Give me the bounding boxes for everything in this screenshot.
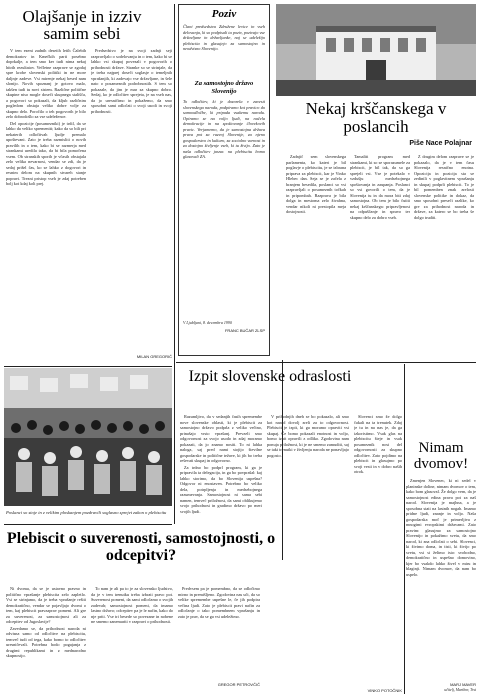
poziv-subtitle: Za samostojno državo Slovenijo	[194, 80, 254, 95]
plebiscit-paragraph-2: Zavedamo se, da prihodnost naroda ni odvisna samo od odločitve na plebiscitu, temveč tudi od tega, kako bomo to odločitev uresničevali. Potrebna bodo pogajanja z drugimi republikami in z mednarodno skupnostjo.	[6, 625, 86, 658]
nimam-author: MARJ MAVER	[450, 682, 476, 687]
olajsanje-paragraph-2: Del opozicije (posamezniki) je trdil, da se lahko da veliko spremeniti; kako da so bili pri nekaterih odločitvah ljudje premalo upoštevani. Zato je treba razmisliti o novih pravilih in o tem, kako bi se razmerja med strankami uredila tako, da bi bila pomočena vsem. Ob stranskih sporih je včasih obstajala zelo velika nevarnost, vendar se zdi, da je sedaj prišel čas, ko se lahko z dogovori in resnim delom na skupnih stvareh stanje popravi. Trezni pristop vseh je zdaj potreben bolj kot kdaj koli prej.	[6, 120, 86, 186]
nekaj-subtitle: Piše Nace Polajnar	[409, 140, 472, 147]
nekaj-text-col3	[414, 154, 474, 360]
headline-izpit: Izpit slovenske odraslosti	[188, 368, 352, 385]
plebiscit-author: GREGOR PETROVČIČ	[217, 682, 260, 687]
nimam-text	[406, 478, 476, 678]
plebiscit-paragraph-1: Ni dvoma, da se je ustavno pravno in politično vprašanje plebiscita zelo zapletlo. Vsi se strinjamo, da je treba vprašanje rešiti demokratično, vendar se pojavljajo dvomi o tem, kaj plebiscit pravzaprav pomeni. Ali gre za suverenost, za samostojnost ali za odcepitev od Jugoslavije?	[6, 586, 86, 624]
poziv-body: To odločitev, ki je dozorela v zavesti slovenskega naroda, podpiramo kot pravico do samoodločbe, ki pripada vsakemu narodu. Opiramo se na voljo ljudi, na načela demokracije in na spoštovanje človekovih pravic. Verjamemo, da je samostojna država prava pot za razvoj Slovenije, za njeno gospodarstvo in kulturo, za socialno varnost in za dostojno življenje vseh, ki tu živijo. Zato je naša odločitev jasna: na plebiscitu bomo glasovali ZA.	[183, 99, 265, 159]
olajsanje-author: MILAN GREGORIČ	[136, 354, 172, 359]
poziv-title: Poziv	[211, 8, 237, 20]
olajsanje-paragraph-1: V tem ezeni zadnih desetih letih Čalebih demokratov in Kmečkih parti posebno doprkalje, a tem smo ker tudi nima nekaj hitrih rezultatov. Večletne razprave se zgodaj spre krobe slovenski politiki in ne more daljnje zadeve. Vsi mirenje nekaj besed nam slonijo. Novih spoznanj je gotovo malo, takšen tudi tu novi sistem. Različne politične skupine niso mogle doseči skupnega stališča, a pogovori so pokazali, da kljub različnim pogledom obstaja veliko dobre volje za skupno delo. Poročilo o teh pogovorih je bilo zelo dobrodošlo za vse udeležence.	[6, 48, 86, 119]
nimam-paragraph: Zmenjen Slovenec, ki ni sedel v planinske doline, nimam dvomov o tem, kako bom glasoval. Že dolgo vem, da je samostojnost edina prava pot za naš narod. Slovenija je majhna, a je sposobna stati na lastnih nogah. Imamo pridne ljudi, znanje in voljo. Naša gospodarska moč je primerljiva z mnogimi evropskimi državami. Zato pravim: glasujmo za samostojno Slovenijo in pokažimo svetu, da smo narod, ki zna odločati o sebi. Slovenci, ki živimo doma, in tisti, ki živijo po svetu, vsi si želimo isto: svobodno, demokratično in uspešno domovino, kjer bo vsakdo lahko živel v miru in blaginji. Nimam dvomov, da nam bo uspelo.	[406, 478, 476, 577]
poziv-box	[178, 4, 270, 356]
izpit-text-col3	[354, 414, 402, 684]
poziv-signature: FRANC BUČAR ZLSP	[224, 327, 265, 333]
nekaj-paragraph-2: Tamaliti program med strankami, ki so se sporazumele za plebiscit, je bil tak, da so ga sprejeli vsi. Vse je potekalo v vzdušju medsebojnega spoštovanja in zaupanja. Poslanci so vsi govorili o tem, da je Slovenija tu in da mora biti zdaj samostojna. Ob tem je bilo čutiti nekaj krščanskega: pripravljenost na odpuščanje in spravo ter skupno delo za dobro vseh.	[350, 154, 410, 220]
plebiscit-text-col3	[178, 586, 260, 678]
nekaj-paragraph-3: Z drugim delom razprave se je pokazalo, da je v tem času Slovenija resnično enotna. Opozicija in pozicija sta se zedinili v poglavitnem vprašanju in skupaj podprli plebiscit. To je bil pomemben znak zrelosti slovenske politike in dokaz, da smo sposobni preseči razlike, ko gre za prihodnost naroda in države, za katero se bo treba še dolgo truditi.	[414, 154, 474, 220]
izpit-paragraph-2: Za trdno bo podprl program, ki ga je pripravila ta delegacija, in ga bo povprašal: kaj lahko storimo, da bo Slovenija uspešna? Odgovor ni enostaven. Potrebno bo veliko dela, potrpljenja in medsebojnega razumevanja. Samostojnost ni sama sebi namen, temveč priložnost, da sami oblikujemo svojo prihodnost in gradimo državo po meri svojih ljudi.	[180, 464, 262, 514]
parliament-photo	[4, 368, 172, 506]
izpit-text-col1	[180, 414, 262, 574]
parliament-photo-caption: Poslanci so stoje in z velikim ploskanjem pozdravili soglasno sprejet zakon o plebiscitu	[6, 510, 167, 515]
izpit-text-col2	[267, 414, 349, 684]
nekaj-text-col1	[286, 154, 346, 360]
nimam-place: učitelj, Maribor, Trst	[444, 688, 476, 692]
headline-nekaj: Nekaj krščanskega v poslancih	[305, 99, 447, 136]
plebiscit-paragraph-3: To nam je ali pa to je za slovensko ljudstvo, da je v tem trenutku treba izbrati pravo pot. Suverenost pomeni, da sami odločamo o svojih zadevah; samostojnost pomeni, da imamo lastno državo; odcepitev pa je le način, kako do nje priti. Vse tri besede so povezane in nobene ne smemo zanemariti v razpravi o prihodnosti.	[91, 586, 173, 624]
olajsanje-text-col2	[91, 48, 172, 346]
olajsanje-paragraph-3: Predsedstvo je na svoji zadnji seji razpravljalo o sodelovanju in o tem, kako bi se lahko vsi skupaj povezali v pogovorih o prihodnosti države. Stranke so se strinjale, da je treba najprej doseči soglasje o temeljnih vprašanjih, ki zadevajo vse državljane, in šele nato o posameznih podrobnostih. S tem so pokazale, da jim je mar za skupno dobro. Sedaj, ko je odločitev sprejeta, je na vseh nas, da jo uresničimo in pokažemo, da smo sposobni sami odločati o svoji usodi in svoji prihodnosti.	[91, 48, 172, 114]
building-photo-image	[276, 4, 476, 96]
poziv-date: V Ljubljani, 8. decembra 1990	[183, 320, 232, 325]
izpit-paragraph-1: Razumljivo, da v sedanjih časih spremembe nove slovenske oblasti, ki je plebiscit za samostojno državo podprla z veliko večino, prinašajo vrsto vprašanj. Prevzeli smo odgovornost za svojo usodo in zdaj moramo pokazati, da jo znamo nositi. To ni lahka naloga, saj pred nami stojijo številne gospodarske in politične težave, ki jih bo treba reševati skupaj in odgovorno.	[180, 414, 262, 463]
headline-olajsanje: Olajšanje in izziv samim sebi	[22, 7, 142, 43]
headline-nimam: Nimam dvomov!	[413, 440, 469, 472]
parliament-photo-image	[4, 368, 172, 506]
izpit-author: VINKO POTOČNIK	[367, 688, 402, 693]
headline-plebiscit: Plebiscit o suverenosti, samostojnosti, o odcepitvi?	[6, 530, 276, 564]
building-photo	[276, 4, 476, 96]
izpit-paragraph-3: V prihodnjih dneh se bo pokazalo, ali smo kot narod dovolj zreli za to odgovornost. Plebiscit je izpit, ki ga moramo opraviti vsi skupaj. Če bomo pokazali enotnost in voljo, bomo izpit opravili z odliko. Zgodovina nam ponuja priložnost, ki je ne smemo zamuditi, saj se taki trenutki v življenju naroda ne ponavljajo pogosto.	[267, 414, 349, 458]
plebiscit-text-col2	[91, 586, 173, 694]
plebiscit-paragraph-4: Predvsem pa je pomembno, da se odločimo mirno in premišljeno. Zgodovina nas uči, da so velike spremembe uspešne le, če jih podpira večina ljudi. Zato je plebiscit pravi način za odločanje o tako pomembnem vprašanju in zato je prav, da se ga vsi udeležimo.	[178, 586, 260, 619]
poziv-intro: Člani predsedstva Združene levice in vseh delovanja, ki so podpisali ta poziv, pozivajo vse državljane in državljanke, naj se udeležijo plebiscita in glasujejo za samostojno in neodvisno Slovenijo.	[183, 24, 265, 51]
plebiscit-text-col1	[6, 586, 86, 694]
izpit-paragraph-4: Slovenci smo že dolgo čakali na ta trenutek. Zdaj je tu in na nas je, da ga izkoristimo. Vsak glas na plebiscitu šteje in vsak posameznik nosi del odgovornosti za skupno odločitev. Zato pojdimo na plebiscit in glasujmo po svoji vesti in v dobro naših otrok.	[354, 414, 402, 474]
nekaj-text-col2	[350, 154, 410, 360]
olajsanje-text-col1	[6, 48, 86, 362]
nekaj-paragraph-1: Zadnjič sem slovenskega parlamenta, ko kateri je bil poglavje o plebiscitu, je se izbrana priprava za plebiscit, kar je Vinko Hlebec dan. Seja se je začela z branjem besedila, poslanci so vsi razpravljali o posameznih točkah in pripombah. Razprava je bila dolga in mestoma zelo živahna, vendar nikoli ni prestopila meja dostojnosti.	[286, 154, 346, 214]
